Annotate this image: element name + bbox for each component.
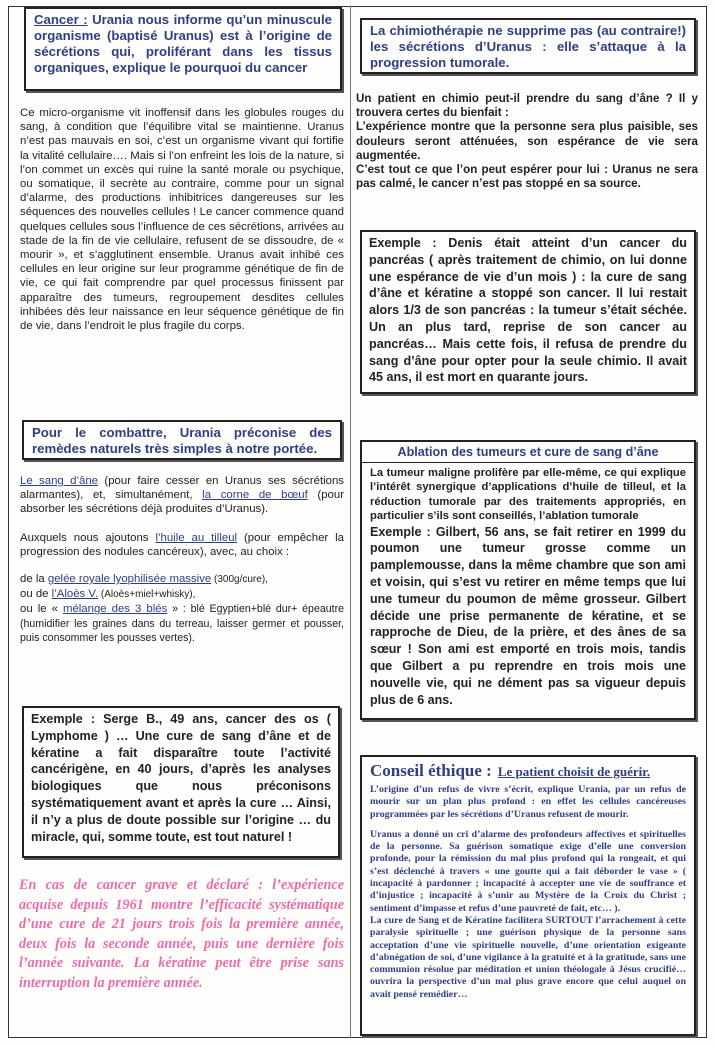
gelee-royale-link[interactable]: gelée royale lyophilisée massive [47,573,212,586]
chemo-experience: L’expérience montre que la personne sera plus paisible, ses douleurs seront atténuées, son espérance de vie sera augmentée. [356,120,698,162]
serge-example-text: Exemple : Serge B., 49 ans, cancer des os ( Lymphome ) … Une cure de sang d’âne et de kératine a fait disparaître toute l’activité cancérigène, en 40 jours, d’après les analyses biologiques que nous préconisons systématiquement avant et après la cure … Ainsi, il n’y a plus de doute possible sur l’origine … du miracle, qui, somme toute, est tout naturel ! [31,712,331,844]
additions-pre: Auxquels nous ajoutons [20,531,156,544]
additions-paragraph [20,531,344,559]
sang-dane-text: (pour faire cesser en Uranus ses sécrétions alarmantes), et, simultanément, [20,475,345,502]
column-divider [350,6,351,1038]
denis-example-text: Exemple : Denis était atteint d’un cancer du pancréas ( après traitement de chimio, on lui donne une espérance de vie d’un mois ) : la cure de sang d’âne et kératine a stoppé son cancer. Il lui restait alors 1/3 de son pancréas : la tumeur s’était séchée. Un an plus tard, reprise de son cancer au pancréas… Mais cette fois, il refusa de prendre du sang d’âne pour opter pour la seule chimio. Il avait 45 ans, il est mort en quarante jours. [369,236,687,385]
trois-bles-link[interactable]: mélange des 3 blés [62,603,168,616]
chemo-block [356,92,698,191]
serge-example-box [22,706,340,858]
ablation-section [360,440,696,720]
ethic-subtitle: Le patient choisit de guérir. [497,764,651,779]
corne-de-boeuf-text: (pour absorber les sécrétions déjà produites d’Uranus). [20,489,344,516]
gilbert-example-text: Exemple : Gilbert, 56 ans, se fait retirer en 1999 du poumon une tumeur grosse comme un pamplemousse, dans la même chambre que son ami et voisin, qui s’est vu retirer en même temps que lui une tumeur du poumon de même grosseur. Gilbert décide une prise permanente de kératine, et se rapproche de Dieu, de la prière, et des ânes de sa sœur ! Son ami est emporté en trois mois, tandis que Gilbert a pu reprendre en trois mois une nouvelle vie, qui ne dément pas sa vigueur depuis plus de 6 ans. [370,524,686,707]
chemo-header-box [360,18,696,74]
sang-dane-link[interactable]: Le sang d’âne [20,475,99,487]
remedies-block [20,474,344,645]
pink-advice [19,876,344,994]
option-gelee [20,572,344,587]
remedies-header-box [22,420,342,460]
remedies-main [20,474,344,517]
cancer-header-lead: Cancer : [34,12,88,27]
intro-paragraph [20,106,344,333]
bles-post: » : blé Egyptien+blé dur+ épeautre (humidifier les graines dans du terreau, laisser germer et pousser, puis consommer les pousses vertes). [20,603,344,644]
huile-tilleul-link[interactable]: l’huile au tilleul [155,531,238,544]
intro-text: Ce micro-organisme vit inoffensif dans les globules rouges du sang, à condition que l’équilibre vital se maintienne. Uranus n’est pas mauvais en soi, c’est un organisme vivant qui fortifie la vitalité cellulaire…. Mais si l’on enfreint les lois de la nature, si l’on commet un excès qui ruine la santé morale ou psychique, ou somatique, il secrète au contraire, comme pour un signal d’alarme, des productions inhibitrices dangereuses sur les séquences des nouvelles cellules ! Le cancer commence quand quelques cellules sous l’influence de ces sécrétions, arrivées au stade de la fin de vie cellulaire, refusent de se dissoudre, de « mourir », et s’agglutinent ensemble. Uranus avait inhibé ces cellules en leur origine sur leur programme génétique de fin de vie, ce qui fait comprendre par quel processus finissent par apparaître des tumeurs, regroupement desdites cellules inhibées dès leur naissance en leur séquence génétique de fin de vie, dans l’endroit le plus fragile du corps. [20,107,344,333]
chemo-header-text: La chimiothérapie ne supprime pas (au contraire!) les sécrétions d’Uranus : elle s’attaque à la progression tumorale. [370,23,686,70]
ablation-title: Ablation des tumeurs et cure de sang d’âne [362,442,694,463]
additions-post: (pour empêcher la progression des nodules cancéreux), avec, au choix : [20,531,344,558]
aloes-pre: ou de [20,588,52,601]
chemo-question: Un patient en chimio peut-il prendre du sang d’âne ? Il y trouvera certes du bienfait : [356,92,698,120]
cancer-header-text: Urania nous informe qu’un minuscule organisme (baptisé Uranus) est à l’origine de sécrétions qui, proliférant dans les tissus organiques, explique le pourquoi du cancer [34,12,332,75]
remedies-header-text: Pour le combattre, Urania préconise des remèdes naturels très simples à notre portée. [32,425,332,456]
pink-advice-text: En cas de cancer grave et déclaré : l’expérience acquise depuis 1961 montre l’efficacité systématique d’une cure de 21 jours trois fois la première année, deux fois la seconde année, puis une dernière fois l’année suivante. La kératine peut être prise sans interruption la première année. [19,877,344,991]
aloes-link[interactable]: l’Aloès V. [51,588,99,601]
ablation-text: La tumeur maligne prolifère par elle-même, ce qui explique l’intérêt synergique d’applications d’huile de tilleul, et la réduction tumorale par des traitements appropriés, en particulier s’ils sont conseillés, l’ablation tumorale [370,467,686,523]
ethic-para-3: La cure de Sang et de Kératine facilitera SURTOUT l’arrachement à cette paralysie spirituelle ; une guérison physique de la personne sans acceptation d’une vie spirituelle nouvelle, d’une orientation exigeante d’abnégation de soi, d’une vigilance à la gratuité et à la gratitude, sans une communion résolue par méditation et union théologale à Jésus crucifié… ouvrira la perspective d’un mal plus grave encore que celui auquel on avait pensé remédier… [370,914,686,1000]
chemo-limit: C’est tout ce que l’on peut espérer pour lui : Uranus ne sera pas calmé, le cancer n’est pas stoppé en sa source. [356,163,698,191]
ethic-title-line [370,761,686,782]
bles-pre: ou le « [20,603,63,616]
gelee-post: (300g/cure), [211,574,268,586]
option-bles [20,602,344,645]
ethic-advice-box [360,755,696,1036]
option-aloes [20,587,344,602]
denis-example-box [360,230,696,394]
corne-de-boeuf-link[interactable]: la corne de bœuf [202,489,308,502]
ethic-para-2: Uranus a donné un cri d’alarme des profondeurs affectives et spirituelles de la personne. Sa guérison somatique exige d’elle une conversion profonde, pour la rémission du mal plus profond qui la rongeait, et qui s’est déclenché à travers « une goutte qui a fait déborder le vase » ( incapacité à pardonner ; incapacité à accepter une vie de souffrance et d’injustice ; incapacité à s’unir au Mystère de la Croix du Christ ; sentiment d’impasse et refus d’une pauvreté de fait, etc… ). [370,828,686,914]
gelee-pre: de la [20,573,48,586]
cancer-header-box [24,7,342,91]
aloes-post: (Aloès+miel+whisky), [98,589,196,601]
ethic-para-1: L’origine d’un refus de vivre s’écrit, explique Urania, par un refus de mourir sur un plan plus profond : en effet les cellules cancéreuses programmées par les sécrétions d’Uranus refusent de mourir. [370,784,686,820]
ethic-title: Conseil éthique : [370,761,492,780]
